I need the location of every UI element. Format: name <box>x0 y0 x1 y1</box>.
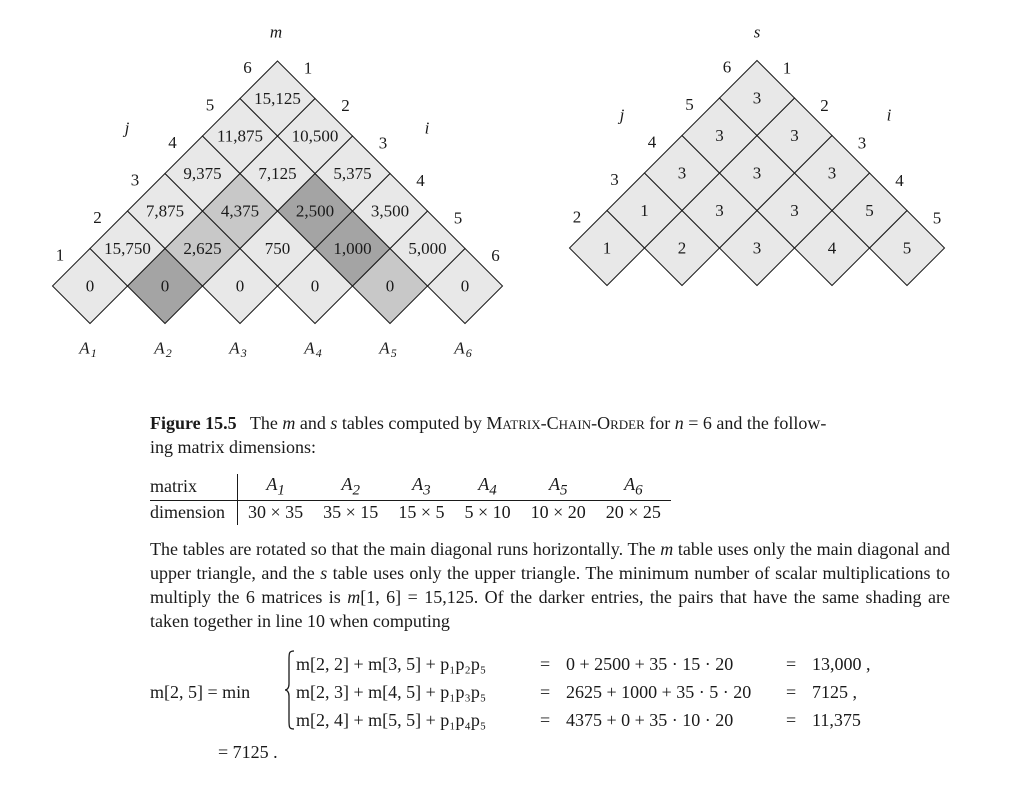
equation-equals: = <box>786 682 797 702</box>
equation-equals: = <box>786 654 797 674</box>
caption-algorithm: Matrix-Chain-Order <box>486 413 645 433</box>
index-label-j: 5 <box>685 95 694 114</box>
dimension-value: 30 × 35 <box>248 502 304 523</box>
tables-diagram <box>0 0 1024 390</box>
equation-final: = 7125 . <box>218 742 278 762</box>
cell-value: 3 <box>790 201 799 220</box>
caption-text: = 6 and the follow- <box>683 413 827 433</box>
cell-value: 1 <box>640 201 649 220</box>
index-label-i: 4 <box>416 171 425 190</box>
cell-value: 3 <box>715 201 724 220</box>
matrix-name: $A_4$ <box>454 474 520 500</box>
index-label-j: 2 <box>572 207 582 227</box>
equation-equals: = <box>540 654 551 674</box>
axis-label-i: i <box>886 105 892 125</box>
dimension-value: 35 × 15 <box>323 502 379 523</box>
cell-value: 1,000 <box>333 239 372 258</box>
matrix-label: $A_6$ <box>454 338 472 360</box>
cell-value: 0 <box>460 276 470 296</box>
cell-value: 3 <box>827 163 837 183</box>
cell-value: 3 <box>752 88 762 108</box>
axis-label-j: j <box>124 118 130 138</box>
index-label-i: 1 <box>303 58 313 78</box>
cell-value: 4,375 <box>220 201 260 221</box>
cell-value: 11,875 <box>216 126 264 146</box>
s-table-title: s <box>753 22 761 42</box>
cell-value: 750 <box>264 239 291 258</box>
cell-value: 7,125 <box>258 164 297 183</box>
matrix-name: $A_3$ <box>388 474 454 500</box>
equation-equals: = <box>540 710 551 730</box>
figure-caption <box>150 411 950 459</box>
caption-text: and <box>295 413 331 433</box>
equation-calc: 0 + 2500 + 35 · 15 · 20 <box>566 654 734 674</box>
index-label-i: 3 <box>857 133 867 153</box>
dimensions-table <box>150 474 671 525</box>
figure-label: Figure 15.5 <box>150 413 237 433</box>
caption-s: s <box>330 413 338 433</box>
axis-label-i: i <box>424 118 430 138</box>
equation-result: 7125 , <box>812 682 857 702</box>
equation-calc: 4375 + 0 + 35 · 10 · 20 <box>566 710 734 730</box>
index-label-i: 2 <box>341 96 350 115</box>
index-label-j: 2 <box>93 208 102 227</box>
cell-value: 0 <box>385 276 395 296</box>
dimensions-header-row <box>150 474 671 500</box>
explanation-paragraph: The tables are rotated so that the main diagonal runs horizontally. The m table uses only the main diagonal and upper triangle, and the s table uses only the upper triangle. The minimum number of scalar multiplications to multiply the 6 matrices is m[1, 6] = 15,125. Of the darker entries, the pairs that have the same shading are taken together in line 10 when computing <box>150 539 951 631</box>
row-header: dimension <box>150 500 238 525</box>
caption-text: for <box>644 413 675 433</box>
equation-lhs: m[2, 5] = min <box>150 682 251 702</box>
index-label-j: 3 <box>610 170 619 189</box>
cell-value: 7,875 <box>145 201 185 221</box>
matrix-label: $A_3$ <box>229 338 247 360</box>
caption-m: m <box>282 413 296 433</box>
cell-value: 3 <box>752 238 762 258</box>
equation-result: 11,375 <box>812 710 861 730</box>
equation-expr: m[2, 4] + m[5, 5] + p₁p₄p₅ <box>296 710 487 730</box>
matrix-label: $A_5$ <box>379 338 397 360</box>
caption-n: n <box>674 413 684 433</box>
cell-value: 5,375 <box>333 164 372 183</box>
index-label-j: 4 <box>168 133 177 152</box>
cell-value: 3 <box>677 163 687 183</box>
cell-value: 3 <box>715 126 724 145</box>
caption-text: tables computed by <box>337 413 487 433</box>
matrix-label: $A_1$ <box>79 338 97 360</box>
cell-value: 3 <box>790 126 799 145</box>
index-label-i: 6 <box>491 246 500 265</box>
equation-equals: = <box>540 682 551 702</box>
matrix-name: $A_2$ <box>313 474 388 500</box>
cell-value: 4 <box>827 238 837 258</box>
cell-value: 3 <box>752 163 762 183</box>
dimension-value: 5 × 10 <box>464 502 511 523</box>
row-header: matrix <box>150 474 238 500</box>
cell-value: 0 <box>85 276 95 296</box>
index-label-i: 4 <box>895 171 904 190</box>
dimension-value: 20 × 25 <box>605 502 661 523</box>
cell-value: 1 <box>602 238 612 258</box>
matrix-label: $A_4$ <box>304 338 322 360</box>
index-label-j: 1 <box>55 245 65 265</box>
cell-value: 15,750 <box>104 239 151 258</box>
axis-label-j: j <box>619 105 625 125</box>
cell-value: 5,000 <box>408 239 447 258</box>
cell-value: 15,125 <box>254 89 301 108</box>
index-label-i: 5 <box>453 208 463 228</box>
index-label-j: 6 <box>243 58 252 77</box>
dimensions-value-row <box>150 500 671 525</box>
cell-value: 2,625 <box>183 239 222 258</box>
cell-value: 9,375 <box>183 164 222 183</box>
equation-equals: = <box>786 710 797 730</box>
dimension-value: 10 × 20 <box>530 502 586 523</box>
left-brace <box>285 650 295 730</box>
matrix-name: $A_5$ <box>521 474 596 500</box>
index-label-i: 5 <box>932 208 942 228</box>
index-label-i: 2 <box>820 96 829 115</box>
cell-value: 5 <box>902 238 912 258</box>
caption-line-2: ing matrix dimensions: <box>150 437 316 457</box>
index-label-i: 3 <box>378 133 388 153</box>
m-table-title: m <box>269 22 283 42</box>
matrix-name: $A_1$ <box>238 474 314 500</box>
cell-value: 3,500 <box>370 201 410 221</box>
cell-value: 2,500 <box>295 201 335 221</box>
index-label-j: 4 <box>647 132 657 152</box>
index-label-j: 3 <box>130 170 140 190</box>
cell-value: 0 <box>310 276 320 296</box>
cell-value: 5 <box>865 201 874 220</box>
equation-expr: m[2, 2] + m[3, 5] + p₁p₂p₅ <box>296 654 487 674</box>
s-table <box>570 23 945 286</box>
cell-value: 0 <box>235 276 245 296</box>
matrix-label: $A_2$ <box>154 338 172 360</box>
equation-expr: m[2, 3] + m[4, 5] + p₁p₃p₅ <box>296 682 487 702</box>
index-label-j: 6 <box>722 57 732 77</box>
dimension-value: 15 × 5 <box>398 502 445 523</box>
m-table <box>53 23 503 361</box>
index-label-j: 5 <box>205 95 215 115</box>
equation-result: 13,000 , <box>812 654 871 674</box>
index-label-i: 1 <box>782 58 792 78</box>
equation-calc: 2625 + 1000 + 35 · 5 · 20 <box>566 682 752 702</box>
matrix-name: $A_6$ <box>596 474 671 500</box>
cell-value: 10,500 <box>291 126 339 146</box>
cell-value: 2 <box>677 238 687 258</box>
caption-text: The <box>249 413 283 433</box>
cell-value: 0 <box>160 276 170 296</box>
